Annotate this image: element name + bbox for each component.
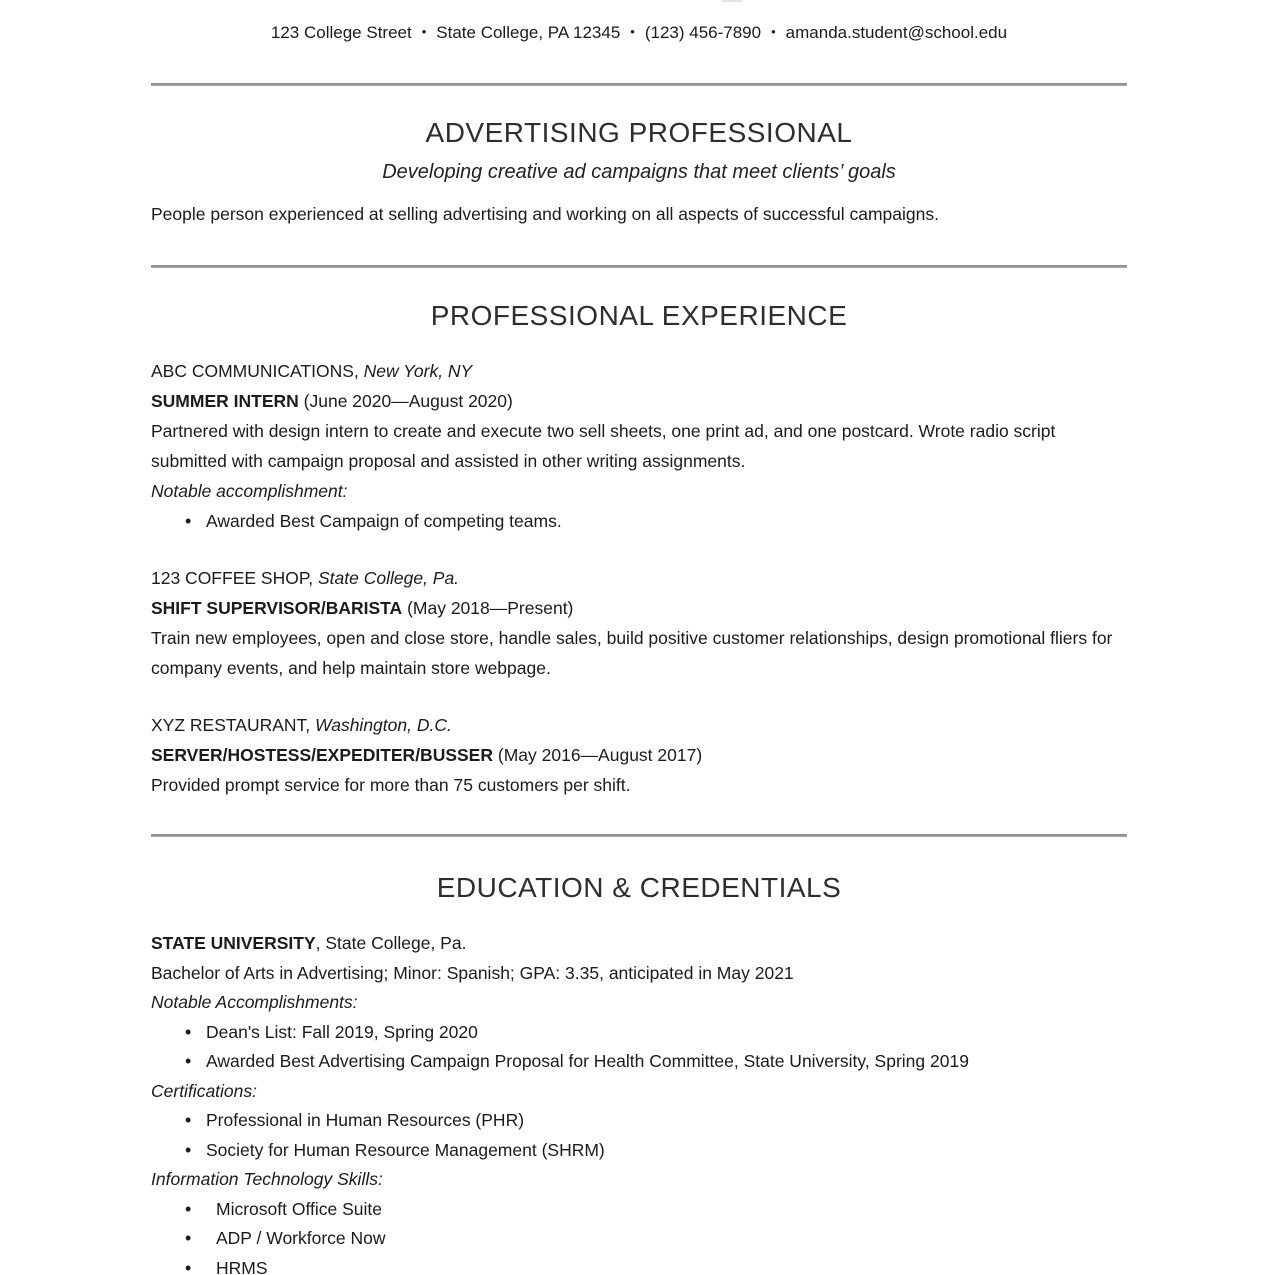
bullet-separator-icon: •	[630, 24, 635, 39]
job-location: State College, Pa.	[317, 568, 460, 588]
job-location: New York, NY	[363, 361, 473, 381]
bullet-separator-icon: •	[421, 24, 427, 39]
job-company: 123 COFFEE SHOP,	[151, 568, 314, 588]
degree-line: Bachelor of Arts in Advertising; Minor: Spanish; GPA: 3.35, anticipated in May 2021	[151, 962, 794, 983]
job-location: Washington, D.C.	[315, 715, 452, 735]
resume-tagline: Developing creative ad campaigns that meet clients’ goals	[382, 161, 896, 183]
job-company-line	[151, 710, 1127, 740]
certification-item: • Society for Human Resource Management (SHRM)	[185, 1136, 1127, 1166]
job-company-line	[151, 356, 1127, 386]
resume-title: ADVERTISING PROFESSIONAL	[425, 117, 853, 148]
clipped-name-remnant	[722, 0, 742, 2]
job-entry	[151, 356, 1127, 536]
section-divider	[151, 83, 1127, 86]
it-skills-list	[151, 1195, 1127, 1275]
school-location: , State College, Pa.	[315, 933, 467, 953]
accomplishment-item: • Awarded Best Campaign of competing teams.	[185, 506, 1127, 536]
contact-city: State College, PA 12345	[436, 23, 621, 42]
contact-address: 123 College Street	[270, 23, 412, 42]
it-skill-item: • Microsoft Office Suite	[185, 1195, 1127, 1225]
notable-accomplishments-label: Notable Accomplishments:	[151, 992, 358, 1012]
contact-email: amanda.student@school.edu	[785, 23, 1008, 42]
bullet-separator-icon: •	[771, 24, 776, 39]
job-title-line	[151, 386, 1127, 416]
section-divider	[151, 834, 1127, 837]
school-name: STATE UNIVERSITY	[151, 933, 316, 953]
job-dates: (June 2020—August 2020)	[303, 391, 513, 411]
job-company: ABC COMMUNICATIONS,	[151, 361, 359, 381]
section-divider	[151, 265, 1127, 268]
education-entry	[151, 929, 1127, 1275]
summary-text: People person experienced at selling advertising and working on all aspects of successful campaigns.	[151, 204, 939, 224]
job-entry	[151, 563, 1127, 683]
it-skills-label: Information Technology Skills:	[151, 1169, 383, 1189]
job-title: SUMMER INTERN	[151, 391, 299, 411]
accomplishment-item: • Dean's List: Fall 2019, Spring 2020	[185, 1018, 1127, 1048]
school-line	[151, 929, 1127, 959]
job-dates: (May 2018—Present)	[407, 598, 574, 618]
section-heading-professional-experience: PROFESSIONAL EXPERIENCE	[430, 300, 848, 331]
job-company: XYZ RESTAURANT,	[151, 715, 311, 735]
job-description: Train new employees, open and close store, handle sales, build positive customer relationships, design promotional fliers for company events, and help maintain store webpage.	[151, 628, 1113, 678]
job-description: Partnered with design intern to create and execute two sell sheets, one print ad, and one postcard. Wrote radio script submitted with campaign proposal and assisted in other writing assignments.	[151, 421, 1056, 471]
contact-phone: (123) 456-7890	[644, 23, 762, 42]
job-dates: (May 2016—August 2017)	[497, 745, 703, 765]
job-title: SHIFT SUPERVISOR/BARISTA	[151, 598, 403, 618]
section-heading-education-credentials: EDUCATION & CREDENTIALS	[436, 872, 842, 903]
job-company-line	[151, 563, 1127, 593]
certification-item: • Professional in Human Resources (PHR)	[185, 1106, 1127, 1136]
accomplishment-item: • Awarded Best Advertising Campaign Proposal for Health Committee, State University, Spring 2019	[185, 1047, 1127, 1077]
job-description: Provided prompt service for more than 75 customers per shift.	[151, 775, 631, 795]
job-entry	[151, 710, 1127, 800]
it-skill-item: • HRMS	[185, 1254, 1127, 1275]
accomplishments-label: Notable accomplishment:	[151, 481, 348, 501]
job-title: SERVER/HOSTESS/EXPEDITER/BUSSER	[151, 745, 493, 765]
resume-content	[151, 0, 1127, 1275]
certifications-label: Certifications:	[151, 1080, 258, 1101]
accomplishments-list	[151, 506, 1127, 536]
job-title-line	[151, 593, 1127, 623]
job-title-line	[151, 740, 1127, 770]
it-skill-item: • ADP / Workforce Now	[185, 1224, 1127, 1254]
certifications-list	[151, 1106, 1127, 1165]
education-accomplishments-list	[151, 1018, 1127, 1077]
contact-line	[151, 21, 1127, 44]
